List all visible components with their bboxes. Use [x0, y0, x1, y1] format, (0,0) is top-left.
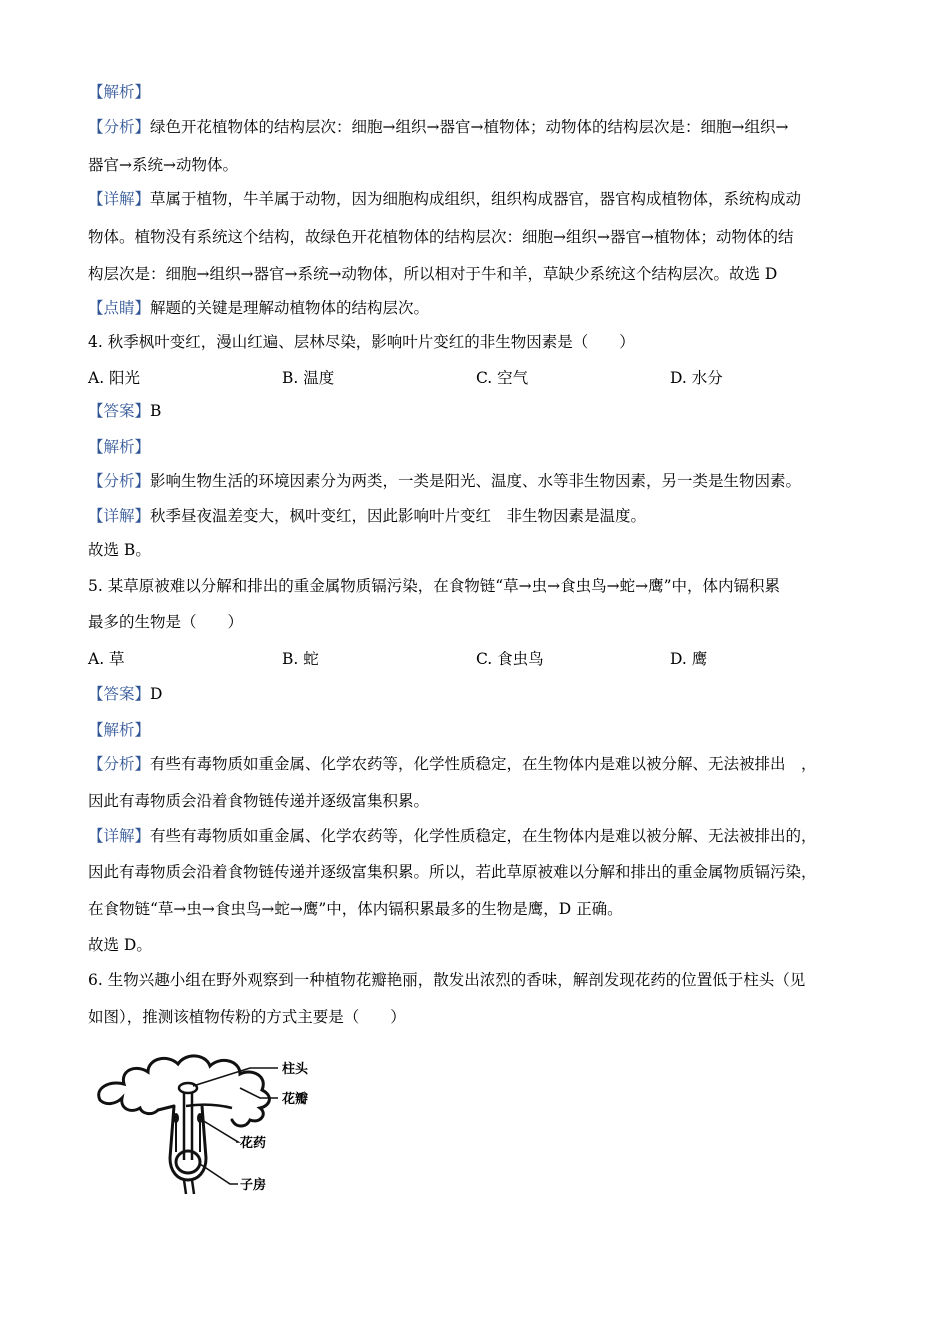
- analysis-4: 【分析】影响生物生活的环境因素分为两类，一类是阳光、温度、水等非生物因素，另一类是生物因素。: [88, 472, 802, 490]
- question-4: 4. 秋季枫叶变红，漫山红遍、层林尽染，影响叶片变红的非生物因素是（ ）: [88, 333, 635, 351]
- detail-5-cont2: 在食物链“草→虫→食虫鸟→蛇→鹰”中，体内镉积累最多的生物是鹰，D 正确。: [88, 900, 623, 918]
- jiexi-tag-4: 【解析】: [88, 438, 151, 456]
- option-b: B. 蛇: [282, 650, 319, 668]
- detail-line-cont2: 构层次是：细胞→组织→器官→系统→动物体，所以相对于牛和羊，草缺少系统这个结构层次。故选 D: [88, 265, 778, 283]
- option-a: A. 阳光: [88, 369, 141, 387]
- label-stigma: 柱头: [282, 1062, 309, 1077]
- detail-5: 【详解】有些有毒物质如重金属、化学农药等，化学性质稳定，在生物体内是难以被分解、无法被排出的，: [88, 827, 817, 845]
- conclusion-4: 故选 B。: [88, 541, 151, 559]
- detail-4: 【详解】秋季昼夜温差变大，枫叶变红，因此影响叶片变红 非生物因素是温度。: [88, 507, 647, 525]
- jiexi-tag-5: 【解析】: [88, 721, 151, 739]
- option-c: C. 食虫鸟: [476, 650, 544, 668]
- question-5-cont: 最多的生物是（ ）: [88, 613, 244, 631]
- label-anther: 花药: [240, 1136, 267, 1151]
- question-6: 6. 生物兴趣小组在野外观察到一种植物花瓣艳丽，散发出浓烈的香味，解剖发现花药的位置低于柱头（见: [88, 971, 806, 989]
- question-5: 5. 某草原被难以分解和排出的重金属物质镉污染，在食物链“草→虫→食虫鸟→蛇→鹰”中，体内镉积累: [88, 577, 781, 595]
- option-d: D. 鹰: [670, 650, 708, 668]
- option-a: A. 草: [88, 650, 125, 668]
- jiexi-tag: 【解析】: [88, 83, 151, 101]
- flower-diagram: [90, 1048, 330, 1208]
- analysis-line: 【分析】绿色开花植物体的结构层次：细胞→组织→器官→植物体；动物体的结构层次是：细胞→组织→: [88, 118, 789, 136]
- key-point-line: 【点睛】解题的关键是理解动植物体的结构层次。: [88, 299, 430, 317]
- conclusion-5: 故选 D。: [88, 936, 152, 954]
- analysis-line-cont: 器官→系统→动物体。: [88, 156, 238, 174]
- question-4-options: [88, 367, 870, 389]
- answer-4: 【答案】B: [88, 402, 162, 420]
- label-petal: 花瓣: [282, 1092, 309, 1107]
- option-d: D. 水分: [670, 369, 723, 387]
- option-b: B. 温度: [282, 369, 335, 387]
- question-5-options: [88, 648, 870, 670]
- option-c: C. 空气: [476, 369, 529, 387]
- detail-5-cont: 因此有毒物质会沿着食物链传递并逐级富集积累。所以，若此草原被难以分解和排出的重金属物质镉污染，: [88, 863, 817, 881]
- question-6-cont: 如图），推测该植物传粉的方式主要是（ ）: [88, 1008, 406, 1026]
- detail-line: 【详解】草属于植物，牛羊属于动物，因为细胞构成组织，组织构成器官，器官构成植物体，系统构成动: [88, 190, 802, 208]
- analysis-5: 【分析】有些有毒物质如重金属、化学农药等，化学性质稳定，在生物体内是难以被分解、无法被排出 ，: [88, 755, 817, 773]
- analysis-5-cont: 因此有毒物质会沿着食物链传递并逐级富集积累。: [88, 792, 430, 810]
- answer-5: 【答案】D: [88, 685, 163, 703]
- detail-line-cont: 物体。植物没有系统这个结构，故绿色开花植物体的结构层次：细胞→组织→器官→植物体；动物体的结: [88, 228, 794, 246]
- label-ovary: 子房: [240, 1178, 267, 1193]
